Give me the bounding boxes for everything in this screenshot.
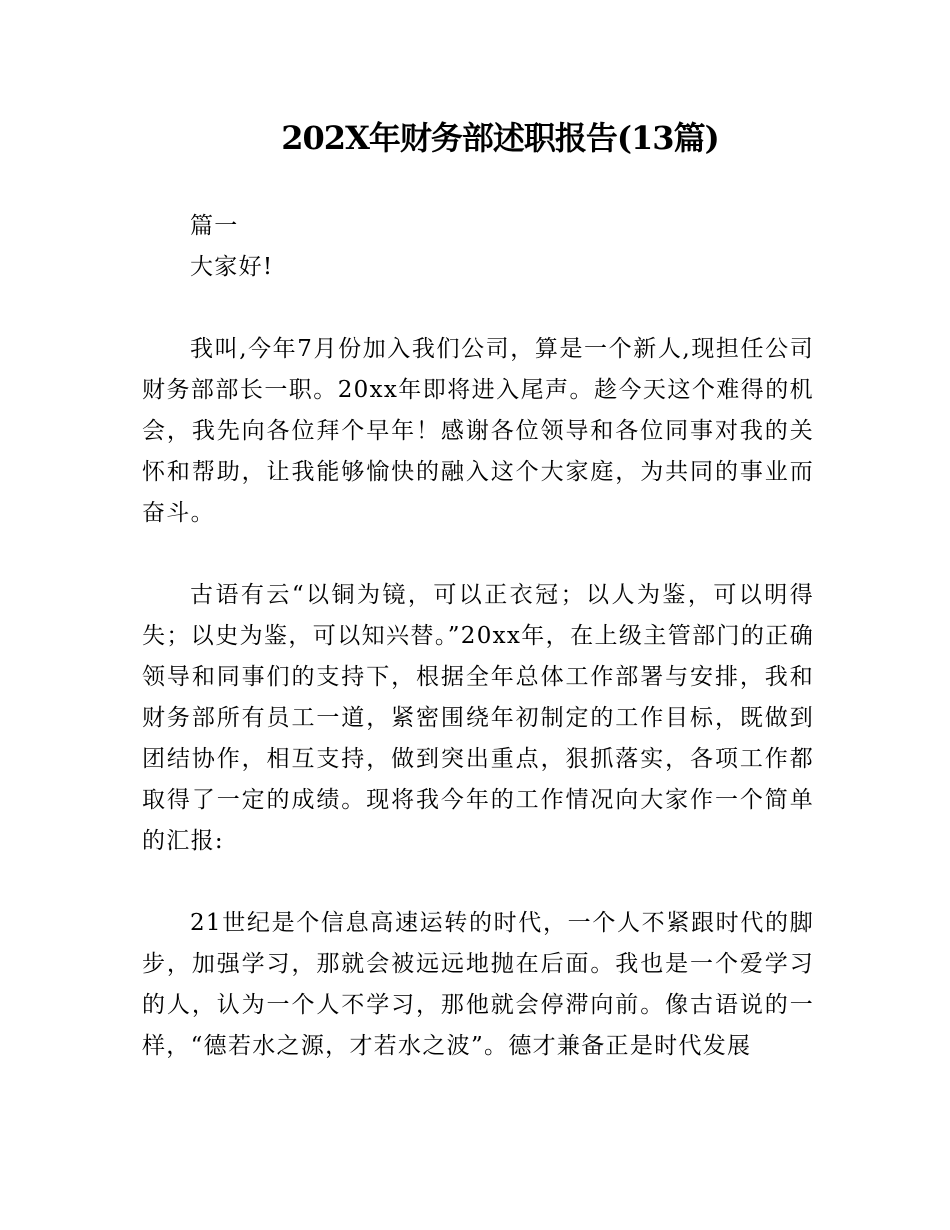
paragraph-2: 古语有云“以铜为镜，可以正衣冠；以人为鉴，可以明得失；以史为鉴，可以知兴替。”20xx年，在上级主管部门的正确领导和同事们的支持下，根据全年总体工作部署与安排，我和财务部所有员工一道，紧密围绕年初制定的工作目标，既做到团结协作，相互支持，做到突出重点，狠抓落实，各项工作都取得了一定的成绩。现将我今年的工作情况向大家作一个简单的汇报: bbox=[142, 582, 814, 854]
greeting: 大家好! bbox=[190, 254, 274, 280]
section-label: 篇一 bbox=[190, 213, 239, 239]
paragraph-1: 我叫,今年7月份加入我们公司，算是一个新人,现担任公司财务部部长一职。20xx年即将进入尾声。趁今天这个难得的机会，我先向各位拜个早年！感谢各位领导和各位同事对我的关怀和帮助，让我能够愉快的融入这个大家庭，为共同的事业而奋斗。 bbox=[142, 336, 814, 526]
document-title: 202X年财务部述职报告(13篇) bbox=[281, 119, 719, 157]
document-body bbox=[142, 206, 814, 1067]
paragraph-3: 21世纪是个信息高速运转的时代，一个人不紧跟时代的脚步，加强学习，那就会被远远地抛在后面。我也是一个爱学习的人，认为一个人不学习，那他就会停滞向前。像古语说的一样，“德若水之源，才若水之波”。德才兼备正是时代发展 bbox=[142, 910, 814, 1059]
